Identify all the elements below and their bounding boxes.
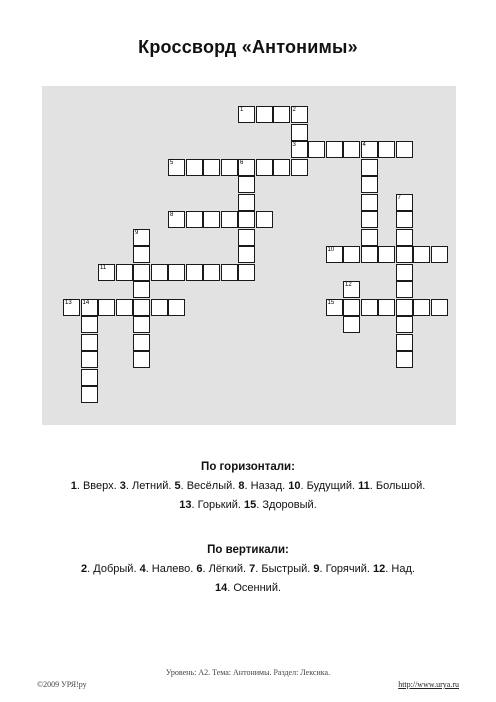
across-clue-text: . Здоровый. — [256, 499, 317, 511]
crossword-cell[interactable] — [343, 246, 360, 263]
crossword-cell[interactable] — [133, 334, 150, 351]
crossword-cell[interactable] — [326, 299, 343, 316]
down-clue-text: . Быстрый. — [255, 563, 314, 575]
footer-link[interactable]: http://www.urya.ru — [398, 680, 459, 689]
crossword-cell[interactable] — [396, 194, 413, 211]
clue-number-label: 13 — [65, 299, 72, 306]
crossword-cell[interactable] — [396, 246, 413, 263]
crossword-cell[interactable] — [133, 281, 150, 298]
down-clue-number: 12 — [373, 563, 386, 575]
crossword-cell[interactable] — [81, 386, 98, 403]
crossword-cell[interactable] — [343, 141, 360, 158]
crossword-cell[interactable] — [361, 229, 378, 246]
down-clue-number: 2 — [81, 563, 88, 575]
crossword-cell[interactable] — [238, 229, 255, 246]
crossword-cell[interactable] — [361, 141, 378, 158]
crossword-cell[interactable] — [221, 264, 238, 281]
crossword-cell[interactable] — [186, 159, 203, 176]
crossword-cell[interactable] — [203, 211, 220, 228]
crossword-cell[interactable] — [133, 351, 150, 368]
across-clue-number: 15 — [244, 499, 257, 511]
down-clue-number: 14 — [214, 582, 228, 594]
crossword-cell[interactable] — [168, 299, 185, 316]
crossword-cell[interactable] — [238, 159, 255, 176]
across-clues-line — [0, 477, 496, 496]
crossword-cell[interactable] — [291, 124, 308, 141]
crossword-cell[interactable] — [361, 246, 378, 263]
crossword-cell[interactable] — [133, 264, 150, 281]
across-clue-number: 1 — [70, 480, 77, 492]
down-clue-number: 4 — [139, 563, 146, 575]
clue-number-label: 15 — [327, 299, 335, 306]
crossword-cell[interactable] — [81, 299, 98, 316]
crossword-cell[interactable] — [151, 264, 168, 281]
crossword-cell[interactable] — [361, 299, 378, 316]
crossword-cell[interactable] — [396, 264, 413, 281]
crossword-cell[interactable] — [116, 299, 133, 316]
crossword-cell[interactable] — [273, 159, 290, 176]
down-clue-text: . Добрый. — [87, 563, 140, 575]
clue-number-label: 3 — [292, 142, 296, 148]
crossword-cell[interactable] — [238, 194, 255, 211]
crossword-cell[interactable] — [81, 369, 98, 386]
crossword-cell[interactable] — [151, 299, 168, 316]
crossword-cell[interactable] — [291, 159, 308, 176]
crossword-cell[interactable] — [413, 299, 430, 316]
down-clue-text: . Налево. — [145, 563, 197, 575]
across-clue-text: . Весёлый. — [180, 480, 239, 492]
crossword-cell[interactable] — [256, 159, 273, 176]
across-clue-text: . Летний. — [125, 480, 175, 492]
crossword-cell[interactable] — [413, 246, 430, 263]
crossword-cell[interactable] — [361, 211, 378, 228]
crossword-cell[interactable] — [396, 141, 413, 158]
across-clues-line — [0, 496, 496, 515]
crossword-cell[interactable] — [326, 141, 343, 158]
across-clue-number: 13 — [179, 499, 192, 511]
crossword-cell[interactable] — [238, 106, 255, 123]
crossword-cell[interactable] — [238, 176, 255, 193]
clue-number-label: 1 — [240, 107, 244, 113]
crossword-cell[interactable] — [221, 211, 238, 228]
crossword-cell[interactable] — [98, 299, 115, 316]
clue-number-label: 14 — [82, 299, 90, 306]
crossword-cell[interactable] — [361, 194, 378, 211]
crossword-cell[interactable] — [361, 159, 378, 176]
crossword-cell[interactable] — [81, 351, 98, 368]
down-clue-text: . Над. — [385, 563, 415, 575]
crossword-cell[interactable] — [343, 299, 360, 316]
crossword-cell[interactable] — [133, 316, 150, 333]
down-clue-number: 7 — [249, 563, 256, 575]
crossword-cell[interactable] — [186, 264, 203, 281]
down-clue-number: 9 — [313, 563, 320, 575]
crossword-cell[interactable] — [203, 159, 220, 176]
clue-number-label: 9 — [135, 229, 139, 236]
crossword-cell[interactable] — [238, 246, 255, 263]
across-clue-text: . Назад. — [244, 480, 289, 492]
crossword-cell[interactable] — [396, 299, 413, 316]
crossword-cell[interactable] — [431, 246, 448, 263]
crossword-cell[interactable] — [203, 264, 220, 281]
crossword-cell[interactable] — [343, 281, 360, 298]
crossword-cell[interactable] — [116, 264, 133, 281]
crossword-cell[interactable] — [238, 211, 255, 228]
footer-level-info: Уровень: А2. Тема: Антонимы. Раздел: Лексика. — [165, 668, 331, 677]
crossword-cell[interactable] — [256, 106, 273, 123]
across-heading: По горизонтали: — [201, 461, 295, 473]
down-clue-text: . Осенний. — [227, 582, 282, 594]
down-clues-line — [0, 560, 496, 579]
crossword-cell[interactable] — [396, 211, 413, 228]
crossword-cell[interactable] — [396, 316, 413, 333]
crossword-cell[interactable] — [133, 299, 150, 316]
crossword-cell[interactable] — [378, 246, 395, 263]
clue-number-label: 8 — [170, 212, 174, 218]
crossword-cell[interactable] — [168, 211, 185, 228]
crossword-cell[interactable] — [63, 299, 80, 316]
across-clue-number: 10 — [288, 480, 301, 492]
across-clue-number: 3 — [119, 480, 126, 492]
across-clue-number: 5 — [174, 480, 181, 492]
crossword-cell[interactable] — [396, 351, 413, 368]
crossword-grid — [42, 86, 456, 425]
crossword-cell[interactable] — [291, 106, 308, 123]
clue-number-label: 7 — [397, 194, 401, 201]
crossword-cell[interactable] — [343, 316, 360, 333]
across-clues — [0, 458, 496, 515]
clue-number-label: 5 — [170, 159, 174, 166]
crossword-cell[interactable] — [308, 141, 325, 158]
across-clue-text: . Будущий. — [300, 480, 359, 492]
clue-number-label: 4 — [362, 142, 366, 148]
crossword-cell[interactable] — [378, 141, 395, 158]
clue-number-label: 2 — [292, 107, 296, 113]
crossword-cell[interactable] — [431, 299, 448, 316]
clue-number-label: 6 — [240, 159, 244, 166]
crossword-cell[interactable] — [326, 246, 343, 263]
across-clue-text: . Вверх. — [76, 480, 120, 492]
down-clue-number: 6 — [196, 563, 203, 575]
crossword-cell[interactable] — [133, 229, 150, 246]
crossword-cell[interactable] — [256, 211, 273, 228]
down-clues — [0, 541, 496, 598]
down-clues-line — [0, 579, 496, 598]
crossword-cell[interactable] — [396, 281, 413, 298]
crossword-cell[interactable] — [81, 316, 98, 333]
down-heading: По вертикали: — [207, 544, 289, 556]
across-clue-number: 11 — [358, 480, 370, 492]
crossword-cell[interactable] — [396, 334, 413, 351]
crossword-cell[interactable] — [291, 141, 308, 158]
across-clue-number: 8 — [238, 480, 245, 492]
crossword-cell[interactable] — [186, 211, 203, 228]
crossword-cell[interactable] — [396, 229, 413, 246]
crossword-cell[interactable] — [221, 159, 238, 176]
clue-number-label: 12 — [345, 282, 352, 288]
crossword-cell[interactable] — [133, 246, 150, 263]
crossword-cell[interactable] — [81, 334, 98, 351]
crossword-cell[interactable] — [361, 176, 378, 193]
crossword-cell[interactable] — [98, 264, 115, 281]
crossword-cell[interactable] — [273, 106, 290, 123]
footer-copyright: ©2009 УРЯ!ру — [37, 680, 87, 689]
clue-number-label: 11 — [100, 264, 107, 271]
crossword-cell[interactable] — [168, 159, 185, 176]
clue-number-label: 10 — [327, 247, 335, 253]
crossword-cell[interactable] — [238, 264, 255, 281]
crossword-cell[interactable] — [378, 299, 395, 316]
crossword-cell[interactable] — [168, 264, 185, 281]
down-clue-text: . Горячий. — [319, 563, 374, 575]
down-clue-text: . Лёгкий. — [202, 563, 250, 575]
across-clue-text: . Большой. — [369, 480, 426, 492]
across-clue-text: . Горький. — [191, 499, 245, 511]
page-title: Кроссворд «Антонимы» — [138, 37, 358, 57]
